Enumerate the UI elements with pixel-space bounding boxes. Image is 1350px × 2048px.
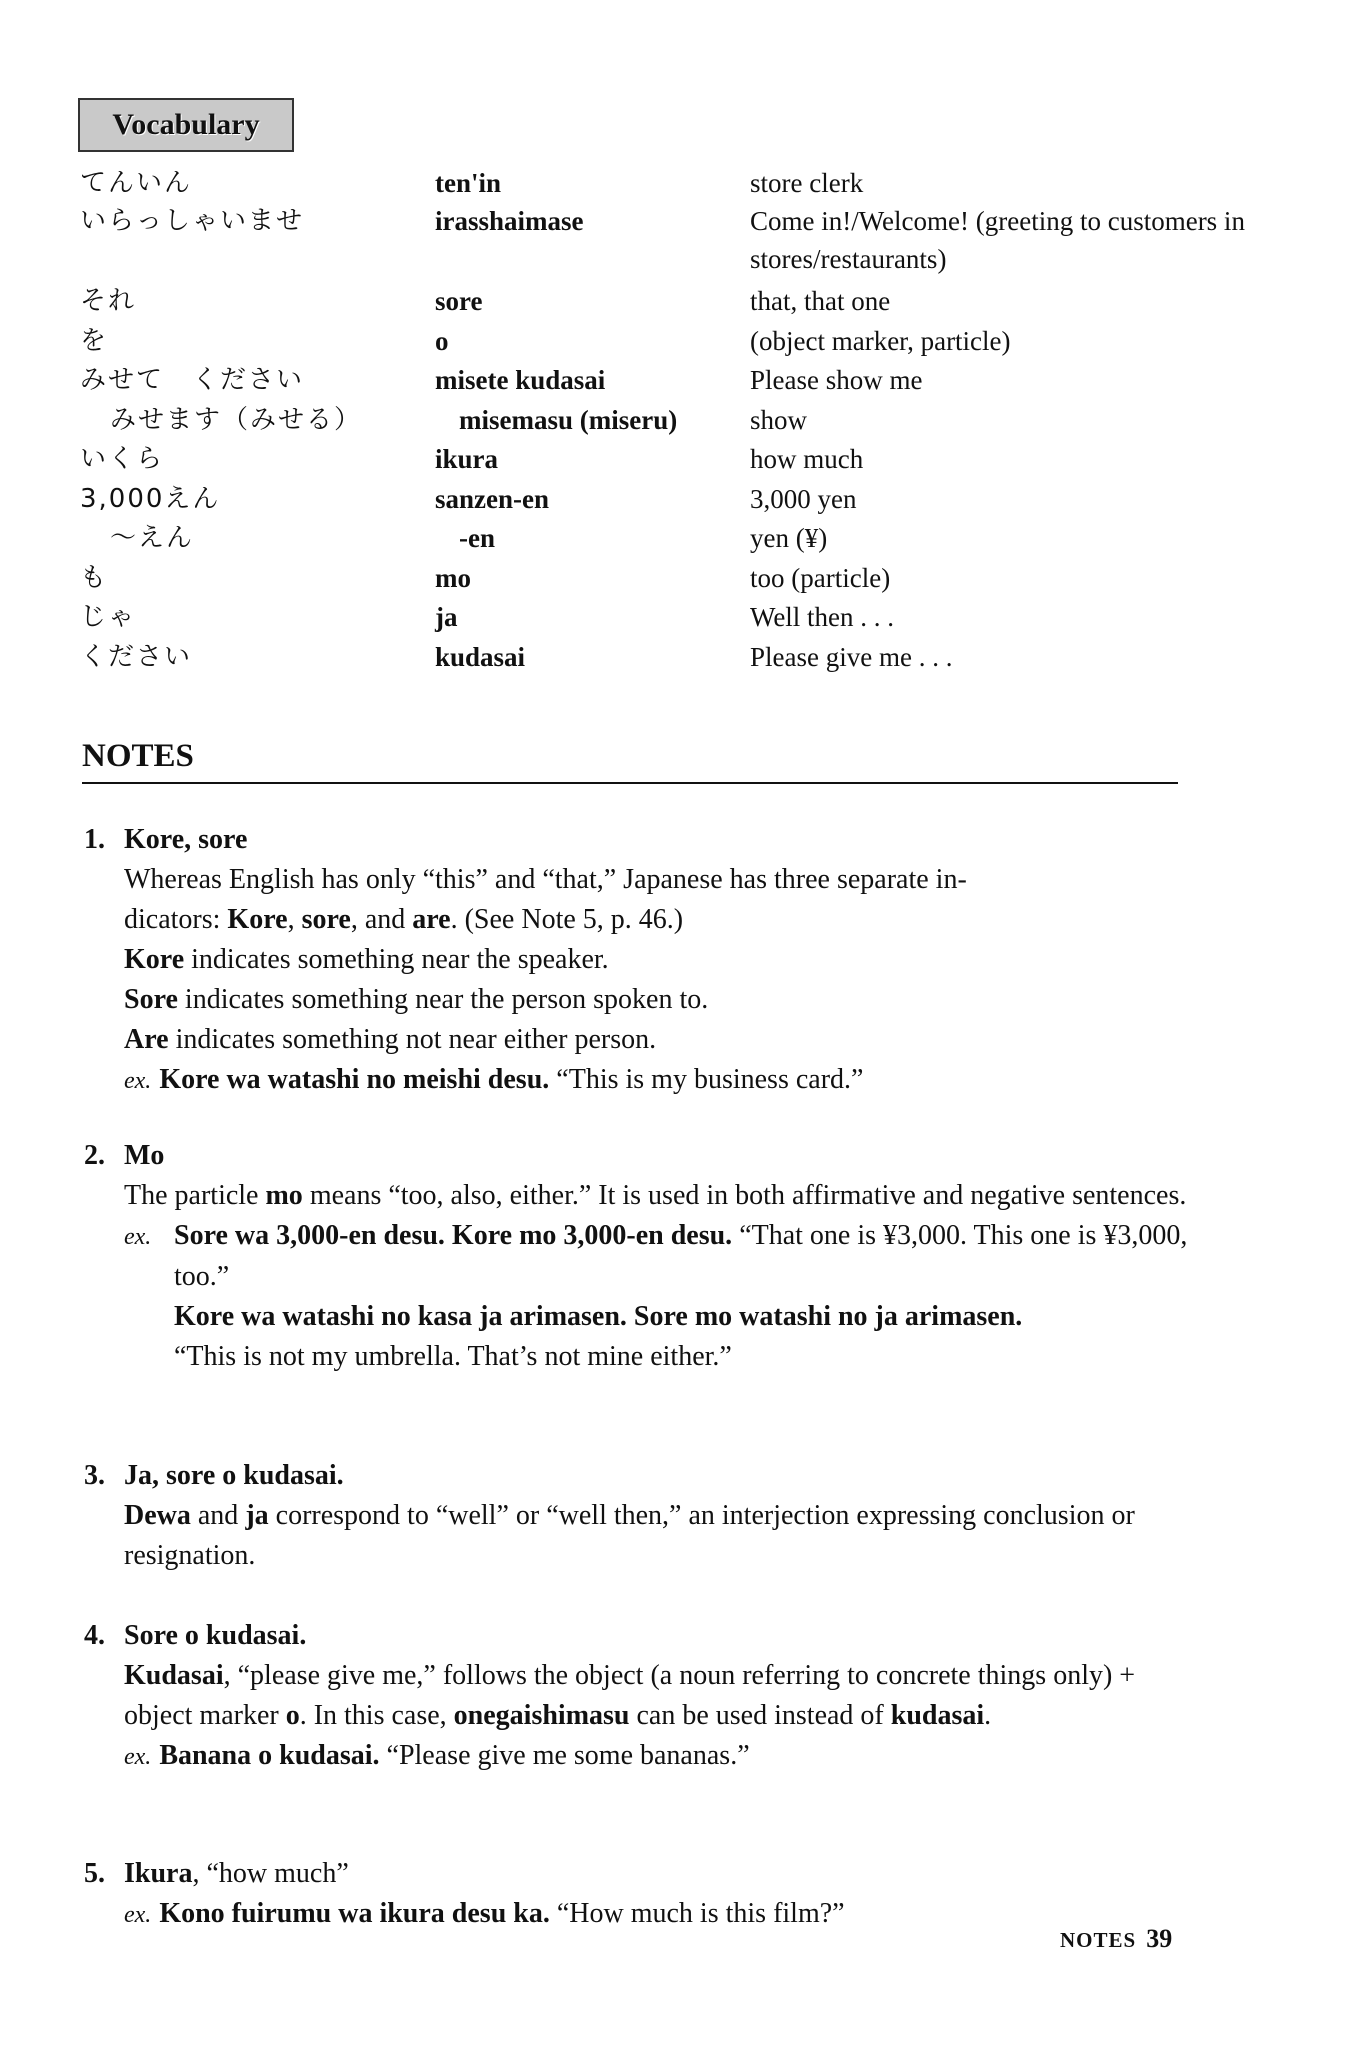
vocab-english: Please give me . . .	[750, 642, 953, 672]
notes-heading: NOTES	[82, 738, 194, 774]
note-example: ex. Kore wa watashi no meishi desu. “This is my business card.”	[124, 1064, 864, 1095]
note-5	[84, 1854, 1194, 1935]
note-text: dicators: Kore, sore, and are. (See Note 5, p. 46.)	[124, 904, 684, 935]
note-title: Ikura, “how much”	[124, 1858, 349, 1889]
note-text: Kore indicates something near the speaker.	[124, 944, 609, 975]
note-text: Kudasai, “please give me,” follows the object (a noun referring to concrete things only) + object marker o. In this case, onegaishimasu can be used instead of kudasai.	[124, 1660, 1136, 1731]
vocab-japanese: じゃ	[80, 602, 137, 632]
notes-divider	[82, 782, 1178, 784]
note-example: Kore wa watashi no kasa ja arimasen. Sore mo watashi no ja arimasen. “This is not my umbrella. That’s not mine either.”	[174, 1301, 1023, 1372]
vocab-japanese: も	[80, 563, 109, 593]
vocab-english: (object marker, particle)	[750, 326, 1011, 356]
note-text: Sore indicates something near the person spoken to.	[124, 984, 709, 1015]
running-footer-label: NOTES	[1060, 1928, 1137, 1952]
vocab-japanese: 3,000えん	[80, 484, 221, 514]
vocab-romaji: ten'in	[435, 168, 502, 198]
vocab-romaji: kudasai	[435, 642, 526, 672]
note-title: Sore o kudasai.	[124, 1620, 307, 1651]
note-title: Ja, sore o kudasai.	[124, 1460, 344, 1491]
vocab-romaji: sanzen-en	[435, 484, 549, 514]
vocab-japanese: ～えん	[110, 523, 195, 553]
note-text: The particle mo means “too, also, either.” It is used in both affirmative and negative sentences.	[124, 1180, 1187, 1211]
vocab-romaji: ja	[435, 602, 458, 632]
note-number: 5.	[84, 1858, 105, 1889]
note-text: Dewa and ja correspond to “well” or “well then,” an interjection expressing conclusion or resignation.	[124, 1500, 1135, 1571]
note-number: 3.	[84, 1460, 105, 1491]
vocab-english: store clerk	[750, 168, 864, 198]
vocab-romaji: sore	[435, 286, 483, 316]
note-title: Kore, sore	[124, 824, 248, 855]
note-3	[84, 1456, 1194, 1576]
vocab-japanese: みせて ください	[80, 365, 305, 395]
vocab-english: Well then . . .	[750, 602, 895, 632]
vocab-english: Come in!/Welcome! (greeting to customers in stores/restaurants)	[750, 206, 1245, 274]
vocab-japanese: いくら	[80, 444, 165, 474]
vocab-japanese: いらっしゃいませ	[80, 206, 305, 236]
vocab-romaji: mo	[435, 563, 471, 593]
vocab-english: yen (¥)	[750, 523, 828, 553]
vocab-english: that, that one	[750, 286, 891, 316]
note-2	[84, 1136, 1194, 1377]
page-number: 39	[1146, 1924, 1173, 1953]
note-number: 4.	[84, 1620, 105, 1651]
note-example: ex. Kono fuirumu wa ikura desu ka. “How much is this film?”	[124, 1898, 845, 1929]
vocab-japanese: それ	[80, 286, 137, 316]
vocab-english: Please show me	[750, 365, 923, 395]
vocab-romaji: o	[435, 326, 449, 356]
vocab-english: 3,000 yen	[750, 484, 857, 514]
note-text: Are indicates something not near either person.	[124, 1024, 657, 1055]
vocab-english: how much	[750, 444, 864, 474]
vocab-romaji: misete kudasai	[435, 365, 606, 395]
note-number: 2.	[84, 1140, 105, 1171]
note-4	[84, 1616, 1194, 1777]
vocabulary-heading: Vocabulary	[112, 108, 260, 141]
note-title: Mo	[124, 1140, 165, 1171]
page-footer	[1060, 1924, 1172, 1954]
vocab-romaji: misemasu (miseru)	[459, 405, 678, 435]
note-text: Whereas English has only “this” and “that,” Japanese has three separate in-	[124, 864, 967, 895]
vocab-romaji: irasshaimase	[435, 206, 584, 236]
vocab-japanese: ください	[80, 642, 193, 672]
vocab-japanese: を	[80, 326, 109, 356]
vocab-romaji: -en	[459, 523, 495, 553]
vocab-romaji: ikura	[435, 444, 499, 474]
note-example: ex. Banana o kudasai. “Please give me some bananas.”	[124, 1740, 750, 1771]
vocab-japanese: みせます（みせる）	[110, 405, 363, 435]
note-1	[84, 820, 1194, 1101]
vocab-english: too (particle)	[750, 563, 891, 593]
note-example: ex. Sore wa 3,000-en desu. Kore mo 3,000-en desu. “That one is ¥3,000. This one is ¥3,000, too.”	[124, 1220, 1188, 1292]
vocab-japanese: てんいん	[80, 168, 193, 198]
vocabulary-heading-box	[78, 98, 294, 152]
vocab-english: show	[750, 405, 808, 435]
note-number: 1.	[84, 824, 105, 855]
